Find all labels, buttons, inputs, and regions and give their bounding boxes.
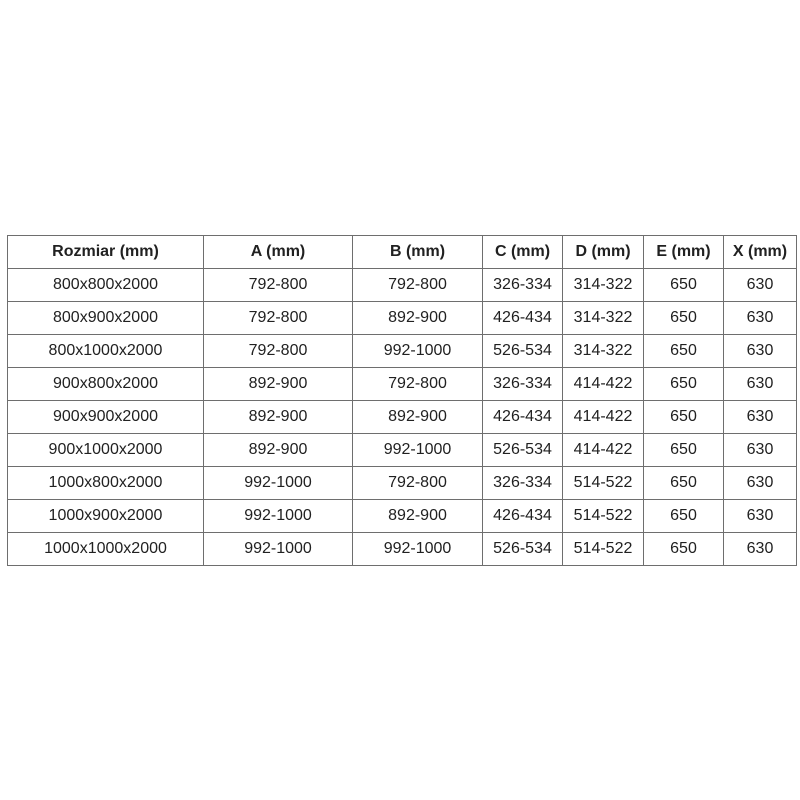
table-cell: 792-800 <box>204 302 353 335</box>
table-cell: 526-534 <box>483 434 563 467</box>
table-row <box>8 302 797 335</box>
table-row <box>8 533 797 566</box>
header-cell-4: D (mm) <box>563 236 644 269</box>
table-cell: 992-1000 <box>204 467 353 500</box>
table-cell: 526-534 <box>483 335 563 368</box>
table-cell: 630 <box>724 467 797 500</box>
table-cell: 630 <box>724 434 797 467</box>
table-cell: 992-1000 <box>353 434 483 467</box>
header-cell-2: B (mm) <box>353 236 483 269</box>
header-cell-1: A (mm) <box>204 236 353 269</box>
table-cell: 630 <box>724 500 797 533</box>
table-cell: 892-900 <box>204 368 353 401</box>
table-cell: 426-434 <box>483 302 563 335</box>
table-cell: 892-900 <box>353 500 483 533</box>
table-cell: 900x900x2000 <box>8 401 204 434</box>
table-cell: 630 <box>724 368 797 401</box>
table-cell: 630 <box>724 401 797 434</box>
header-cell-0: Rozmiar (mm) <box>8 236 204 269</box>
table-cell: 630 <box>724 533 797 566</box>
header-cell-5: E (mm) <box>644 236 724 269</box>
table-cell: 326-334 <box>483 467 563 500</box>
table-cell: 414-422 <box>563 434 644 467</box>
table-cell: 992-1000 <box>204 533 353 566</box>
table-cell: 992-1000 <box>353 335 483 368</box>
table-cell: 650 <box>644 269 724 302</box>
table-cell: 414-422 <box>563 368 644 401</box>
table-cell: 650 <box>644 500 724 533</box>
table-cell: 1000x900x2000 <box>8 500 204 533</box>
table-cell: 800x800x2000 <box>8 269 204 302</box>
table-cell: 800x900x2000 <box>8 302 204 335</box>
table-row <box>8 500 797 533</box>
table-cell: 792-800 <box>353 368 483 401</box>
table-cell: 792-800 <box>204 269 353 302</box>
table-cell: 514-522 <box>563 500 644 533</box>
table-cell: 1000x1000x2000 <box>8 533 204 566</box>
table-cell: 892-900 <box>353 302 483 335</box>
table-cell: 792-800 <box>353 269 483 302</box>
table-cell: 650 <box>644 368 724 401</box>
table-cell: 650 <box>644 434 724 467</box>
table-cell: 900x1000x2000 <box>8 434 204 467</box>
table-cell: 414-422 <box>563 401 644 434</box>
table-cell: 426-434 <box>483 500 563 533</box>
table-cell: 514-522 <box>563 467 644 500</box>
table-cell: 314-322 <box>563 269 644 302</box>
table-row <box>8 434 797 467</box>
table-cell: 792-800 <box>353 467 483 500</box>
table-cell: 792-800 <box>204 335 353 368</box>
table-cell: 992-1000 <box>204 500 353 533</box>
table-row <box>8 368 797 401</box>
table-cell: 326-334 <box>483 269 563 302</box>
table-header <box>8 236 797 269</box>
table-row <box>8 401 797 434</box>
table-cell: 314-322 <box>563 335 644 368</box>
header-row <box>8 236 797 269</box>
table-cell: 892-900 <box>353 401 483 434</box>
table-body <box>8 269 797 566</box>
table-cell: 650 <box>644 533 724 566</box>
table-cell: 650 <box>644 467 724 500</box>
table-cell: 650 <box>644 401 724 434</box>
table-cell: 314-322 <box>563 302 644 335</box>
table-cell: 650 <box>644 335 724 368</box>
table-cell: 630 <box>724 269 797 302</box>
table-cell: 892-900 <box>204 401 353 434</box>
table-row <box>8 269 797 302</box>
table-cell: 630 <box>724 302 797 335</box>
table-cell: 900x800x2000 <box>8 368 204 401</box>
table-cell: 426-434 <box>483 401 563 434</box>
table-cell: 1000x800x2000 <box>8 467 204 500</box>
header-cell-3: C (mm) <box>483 236 563 269</box>
table-cell: 800x1000x2000 <box>8 335 204 368</box>
table-cell: 326-334 <box>483 368 563 401</box>
table-cell: 992-1000 <box>353 533 483 566</box>
dimensions-table <box>7 235 797 566</box>
table-cell: 526-534 <box>483 533 563 566</box>
table-cell: 650 <box>644 302 724 335</box>
table-cell: 630 <box>724 335 797 368</box>
table-cell: 514-522 <box>563 533 644 566</box>
table-cell: 892-900 <box>204 434 353 467</box>
table-row <box>8 467 797 500</box>
table-row <box>8 335 797 368</box>
header-cell-6: X (mm) <box>724 236 797 269</box>
